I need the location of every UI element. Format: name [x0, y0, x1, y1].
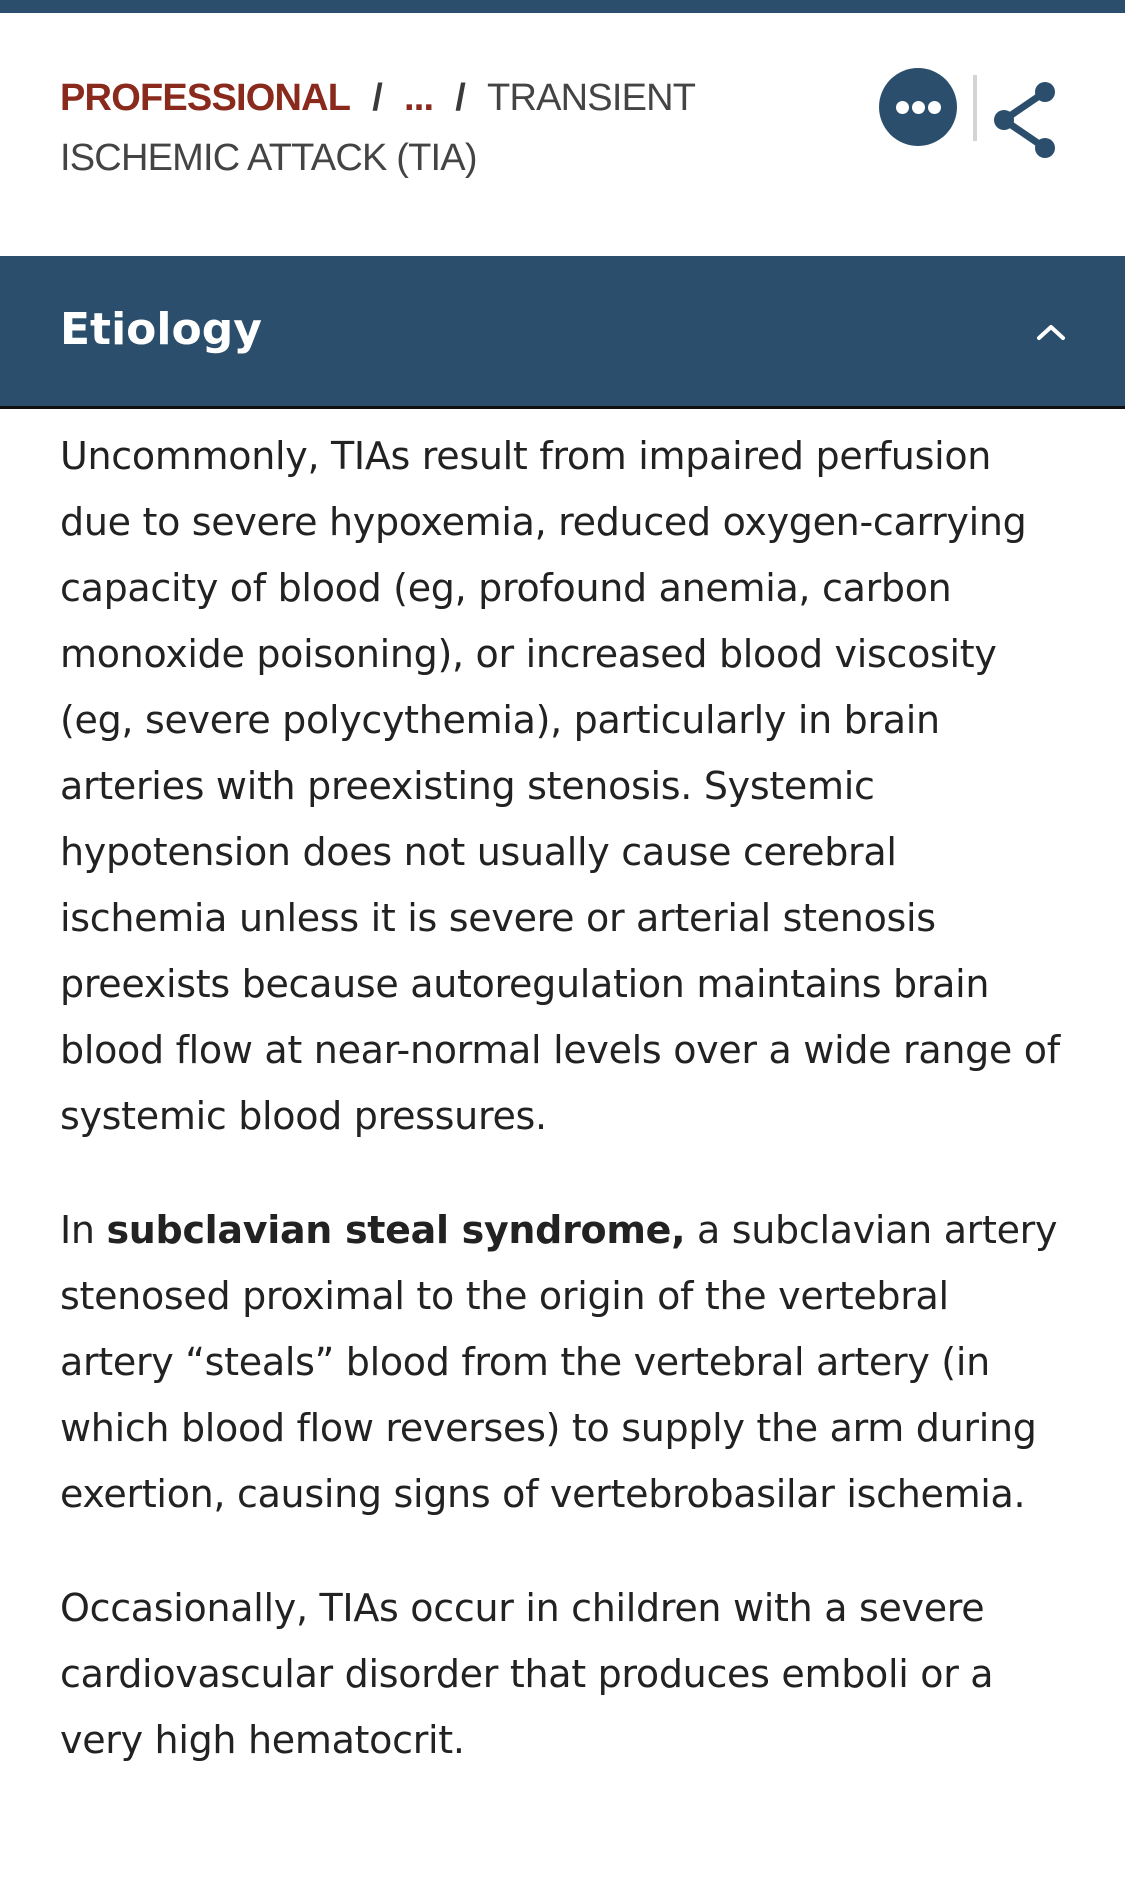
- share-button[interactable]: [990, 80, 1060, 160]
- chevron-up-icon: [1033, 314, 1069, 350]
- share-icon: [990, 80, 1060, 160]
- paragraph-body: a subclavian artery stenosed proximal to the origin of the vertebral artery “steals” blood from the vertebral artery (in which blood flow reverses) to supply the arm during exertion, causing signs of vertebrobasilar ischemia.: [60, 1208, 1058, 1516]
- paragraph-impaired-perfusion: Uncommonly, TIAs result from impaired perfusion due to severe hypoxemia, reduced oxygen-carrying capacity of blood (eg, profound anemia, carbon monoxide poisoning), or increased blood viscosity (eg, severe polycythemia), particularly in brain arteries with preexisting stenosis. Systemic hypotension does not usually cause cerebral ischemia unless it is severe or arterial stenosis preexists because autoregulation maintains brain blood flow at near-normal levels over a wide range of systemic blood pressures.: [60, 434, 1060, 1138]
- section-content: [60, 423, 1070, 1821]
- breadcrumb-separator: /: [455, 77, 466, 119]
- term-subclavian-steal-syndrome: subclavian steal syndrome,: [106, 1208, 686, 1252]
- header-action-divider: [973, 75, 977, 141]
- paragraph-children: Occasionally, TIAs occur in children with a severe cardiovascular disorder that produces emboli or a very high hematocrit.: [60, 1586, 994, 1762]
- section-title: Etiology: [60, 304, 262, 355]
- top-accent-bar: [0, 0, 1125, 13]
- breadcrumb-separator: /: [372, 77, 382, 119]
- breadcrumb-professional-link[interactable]: PROFESSIONAL: [60, 77, 351, 119]
- breadcrumb-current-page: TRANSIENT ISCHEMIC ATTACK (TIA): [60, 77, 695, 179]
- more-options-button[interactable]: [879, 68, 957, 146]
- etiology-section-toggle[interactable]: [0, 256, 1125, 409]
- breadcrumb: [60, 68, 720, 188]
- paragraph-lead: In: [60, 1208, 107, 1252]
- paragraph-subclavian-steal: [60, 1197, 1070, 1527]
- breadcrumb-ellipsis-link[interactable]: ...: [403, 77, 434, 119]
